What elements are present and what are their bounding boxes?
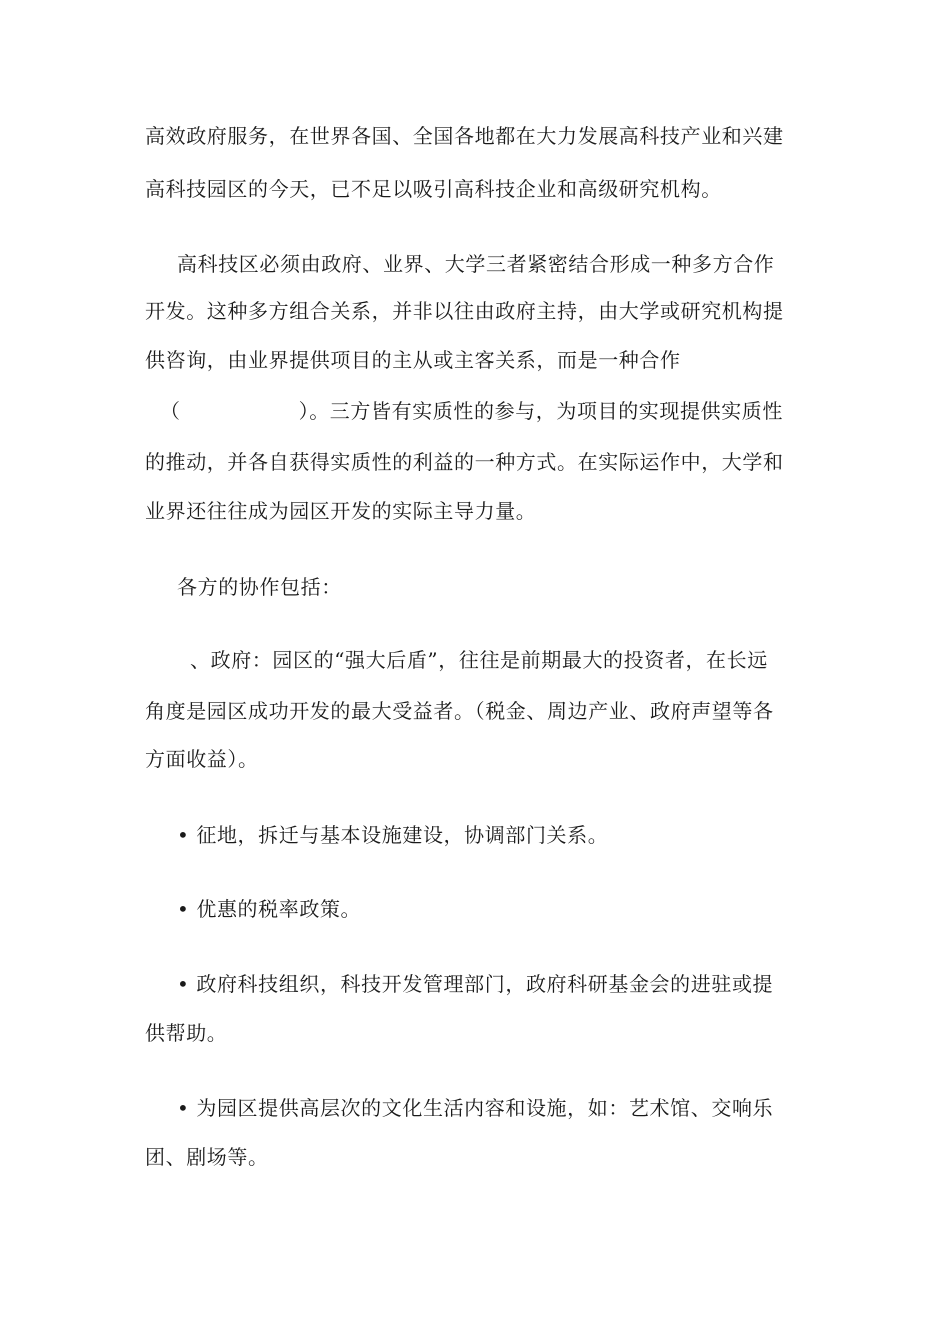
text-line: 业界还往往成为园区开发的实际主导力量。 (145, 499, 537, 523)
bullet-item: • 征地，拆迁与基本设施建设，协调部门关系。 (177, 823, 609, 847)
text-line: 团、剧场等。 (145, 1145, 269, 1169)
text-line: 方面收益）。 (145, 747, 259, 771)
text-line: 供帮助。 (145, 1021, 228, 1045)
text-line: 开发。这种多方组合关系，并非以往由政府主持，由大学或研究机构提 (145, 299, 784, 323)
bullet-item: • 优惠的税率政策。 (177, 897, 362, 921)
text-line (160, 397, 783, 425)
text-line: 高效政府服务，在世界各国、全国各地都在大力发展高科技产业和兴建 (145, 124, 784, 148)
text-line: 供咨询，由业界提供项目的主从或主客关系，而是一种合作 (145, 348, 681, 372)
text-line: 角度是园区成功开发的最大受益者。（税金、周边产业、政府声望等各 (145, 699, 774, 723)
text-line: 高科技区必须由政府、业界、大学三者紧密结合形成一种多方合作 (177, 252, 775, 276)
bullet-item: • 为园区提供高层次的文化生活内容和设施，如：艺术馆、交响乐 (177, 1096, 774, 1120)
text-line: 高科技园区的今天，已不足以吸引高科技企业和高级研究机构。 (145, 177, 722, 201)
paren-open: （ (160, 399, 181, 423)
text-line-rest: ）。三方皆有实质性的参与，为项目的实现提供实质性 (298, 399, 784, 423)
text-line: 、政府：园区的“强大后盾”，往往是前期最大的投资者，在长远 (190, 648, 768, 672)
text-line: 的推动，并各自获得实质性的利益的一种方式。在实际运作中，大学和 (145, 450, 784, 474)
bullet-item: • 政府科技组织，科技开发管理部门，政府科研基金会的进驻或提 (177, 972, 774, 996)
text-line: 各方的协作包括： (177, 575, 342, 599)
